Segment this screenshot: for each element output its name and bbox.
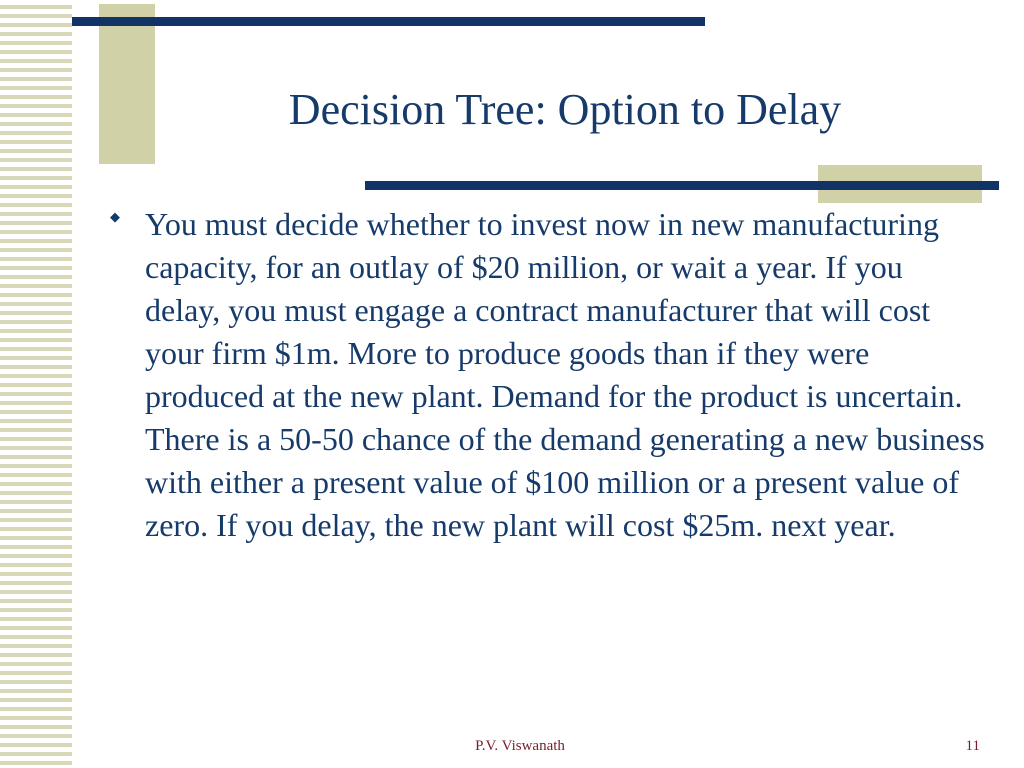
footer-author: P.V. Viswanath bbox=[475, 738, 565, 754]
left-stripe-decoration bbox=[0, 0, 72, 768]
slide-title: Decision Tree: Option to Delay bbox=[288, 85, 842, 134]
footer-page-number: 11 bbox=[965, 738, 980, 754]
bullet-list bbox=[105, 203, 985, 547]
top-accent-block bbox=[99, 4, 155, 164]
top-accent-line bbox=[72, 17, 705, 26]
diamond-bullet-icon: ◆ bbox=[110, 209, 120, 224]
bullet-item bbox=[105, 203, 985, 547]
bullet-text: You must decide whether to invest now in new manufacturing capacity, for an outlay of $20 million, or wait a year. If you delay, you must engage a contract manufacturer that will cost your firm $1m. More to produce goods than if they were produced at the new plant. Demand for the product is uncertain. There is a 50-50 chance of the demand generating a new business with either a present value of $100 million or a present value of zero. If you delay, the new plant will cost $25m. next year. bbox=[145, 206, 985, 543]
right-accent-line bbox=[365, 181, 999, 190]
